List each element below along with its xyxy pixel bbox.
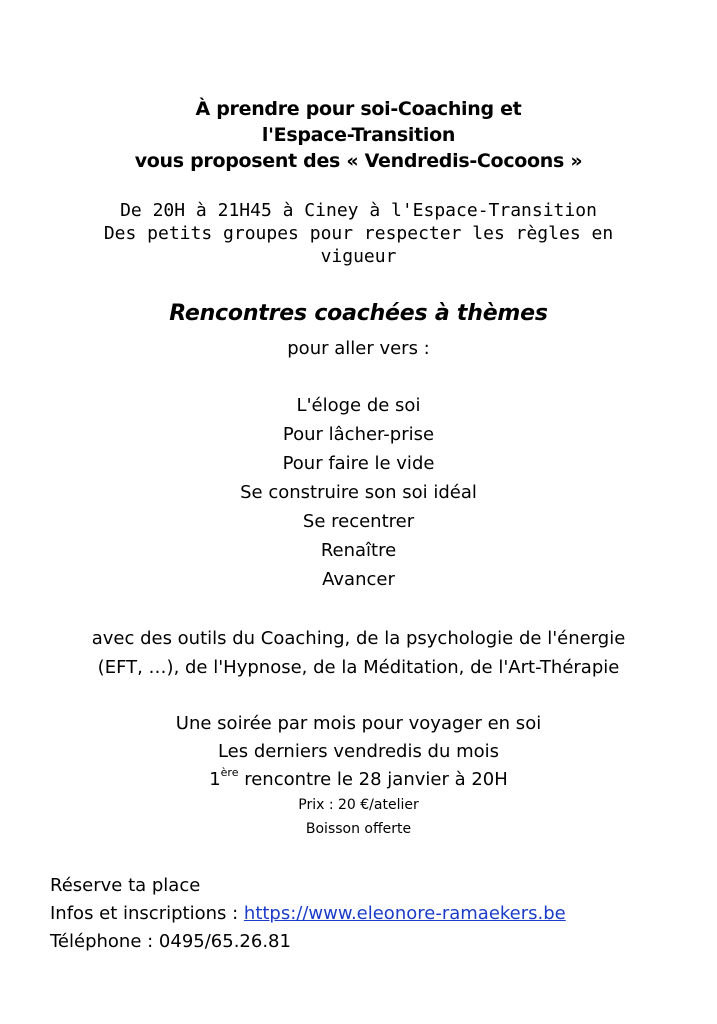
heading-line-3: vous proposent des « Vendredis-Cocoons » [134,150,583,172]
subtitle: Rencontres coachées à thèmes [169,301,548,326]
price-text: Prix : 20 €/atelier [298,797,419,813]
price-block [0,793,717,841]
schedule-line-1: De 20H à 21H45 à Ciney à l'Espace-Transition [120,200,597,221]
first-meeting-date: rencontre le 28 janvier à 20H [238,769,508,790]
infos-label: Infos et inscriptions : [50,903,244,924]
website-link[interactable]: https://www.eleonore-ramaekers.be [243,903,566,924]
infos-line [50,900,566,928]
info-line-2: Les derniers vendredis du mois [217,741,500,762]
info-line-1: Une soirée par mois pour voyager en soi [175,713,542,734]
theme-item: Renaître [320,540,397,561]
lead-text: pour aller vers : [287,338,430,359]
theme-item: Pour lâcher-prise [282,424,435,445]
tools-line-2: (EFT, …), de l'Hypnose, de la Méditation, de l'Art-Thérapie [97,657,620,678]
info-block [0,710,717,794]
schedule-block [0,199,717,268]
heading-line-1: À prendre pour soi-Coaching et [195,98,522,120]
schedule-line-2: Des petits groupes pour respecter les règles en [103,223,614,244]
first-meeting-number: 1 [209,769,221,790]
contact-block [50,872,566,956]
first-meeting-suffix: ère [220,766,239,779]
tools-line-1: avec des outils du Coaching, de la psychologie de l'énergie [91,628,626,649]
theme-item: Pour faire le vide [282,453,435,474]
drink-text: Boisson offerte [305,821,412,837]
themes-list [0,391,717,594]
flyer-heading [0,96,717,174]
phone-text: Téléphone : 0495/65.26.81 [50,931,291,952]
theme-item: Se construire son soi idéal [240,482,477,503]
heading-line-2: l'Espace-Transition [261,124,456,146]
theme-item: L'éloge de soi [296,395,421,416]
reserve-text: Réserve ta place [50,875,201,896]
theme-item: Se recentrer [302,511,415,532]
theme-item: Avancer [322,569,395,590]
schedule-line-3: vigueur [320,246,397,267]
tools-block [0,624,717,682]
first-meeting-line [0,766,717,794]
